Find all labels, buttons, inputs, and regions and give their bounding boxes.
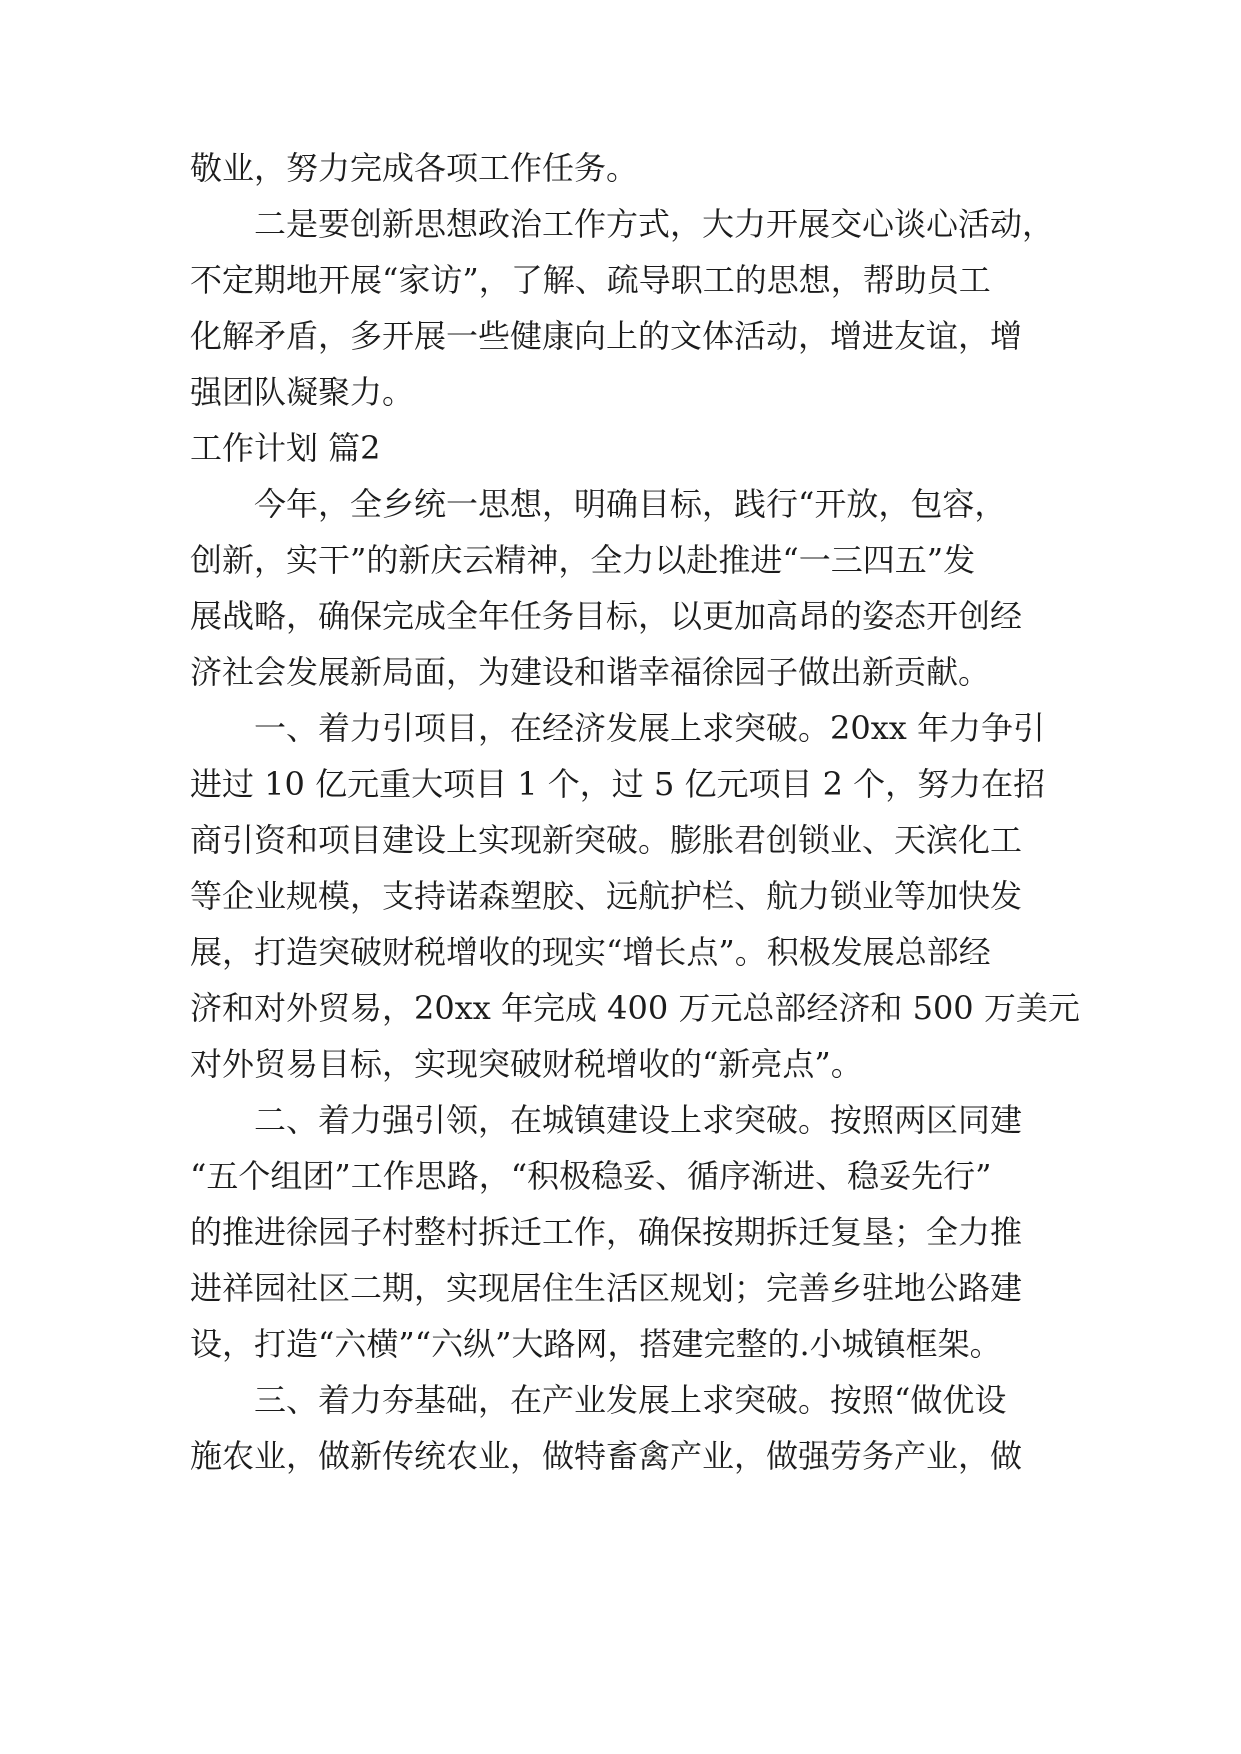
text-line: 强团队凝聚力。 — [190, 373, 415, 411]
text-line: 设，打造“六横”“六纵”大路网，搭建完整的.小城镇框架。 — [190, 1325, 1002, 1363]
text-line: 展，打造突破财税增收的现实“增长点”。积极发展总部经 — [190, 933, 991, 971]
text-line: 的推进徐园子村整村拆迁工作，确保按期拆迁复垦；全力推 — [190, 1213, 1023, 1251]
text-line: 敬业，努力完成各项工作任务。 — [190, 149, 639, 187]
text-line: “五个组团”工作思路，“积极稳妥、循序渐进、稳妥先行” — [190, 1157, 992, 1195]
text-line: 展战略，确保完成全年任务目标，以更加高昂的姿态开创经 — [190, 597, 1023, 635]
text-line: 进过 10 亿元重大项目 1 个，过 5 亿元项目 2 个，努力在招 — [190, 765, 1046, 803]
text-line: 进祥园社区二期，实现居住生活区规划；完善乡驻地公路建 — [190, 1269, 1023, 1307]
text-line: 商引资和项目建设上实现新突破。膨胀君创锁业、天滨化工 — [190, 821, 1023, 859]
text-line: 济社会发展新局面，为建设和谐幸福徐园子做出新贡献。 — [190, 653, 991, 691]
text-line: 施农业，做新传统农业，做特畜禽产业，做强劳务产业，做 — [190, 1437, 1023, 1475]
text-line: 不定期地开展“家访”，了解、疏导职工的思想，帮助员工 — [190, 261, 991, 299]
section-heading: 工作计划 篇2 — [190, 429, 381, 467]
text-line: 二是要创新思想政治工作方式，大力开展交心谈心活动， — [254, 205, 1055, 243]
text-line: 一、着力引项目，在经济发展上求突破。20xx 年力争引 — [254, 709, 1045, 747]
text-line: 今年，全乡统一思想，明确目标，践行“开放，包容， — [254, 485, 1007, 523]
text-line: 对外贸易目标，实现突破财税增收的“新亮点”。 — [190, 1045, 863, 1083]
text-line: 创新，实干”的新庆云精神，全力以赴推进“一三四五”发 — [190, 541, 976, 579]
text-line: 三、着力夯基础，在产业发展上求突破。按照“做优设 — [254, 1381, 1007, 1419]
text-line: 二、着力强引领，在城镇建设上求突破。按照两区同建 — [254, 1101, 1023, 1139]
text-line: 化解矛盾，多开展一些健康向上的文体活动，增进友谊，增 — [190, 317, 1023, 355]
text-line: 等企业规模，支持诺森塑胶、远航护栏、航力锁业等加快发 — [190, 877, 1023, 915]
text-line: 济和对外贸易，20xx 年完成 400 万元总部经济和 500 万美元 — [190, 989, 1080, 1027]
